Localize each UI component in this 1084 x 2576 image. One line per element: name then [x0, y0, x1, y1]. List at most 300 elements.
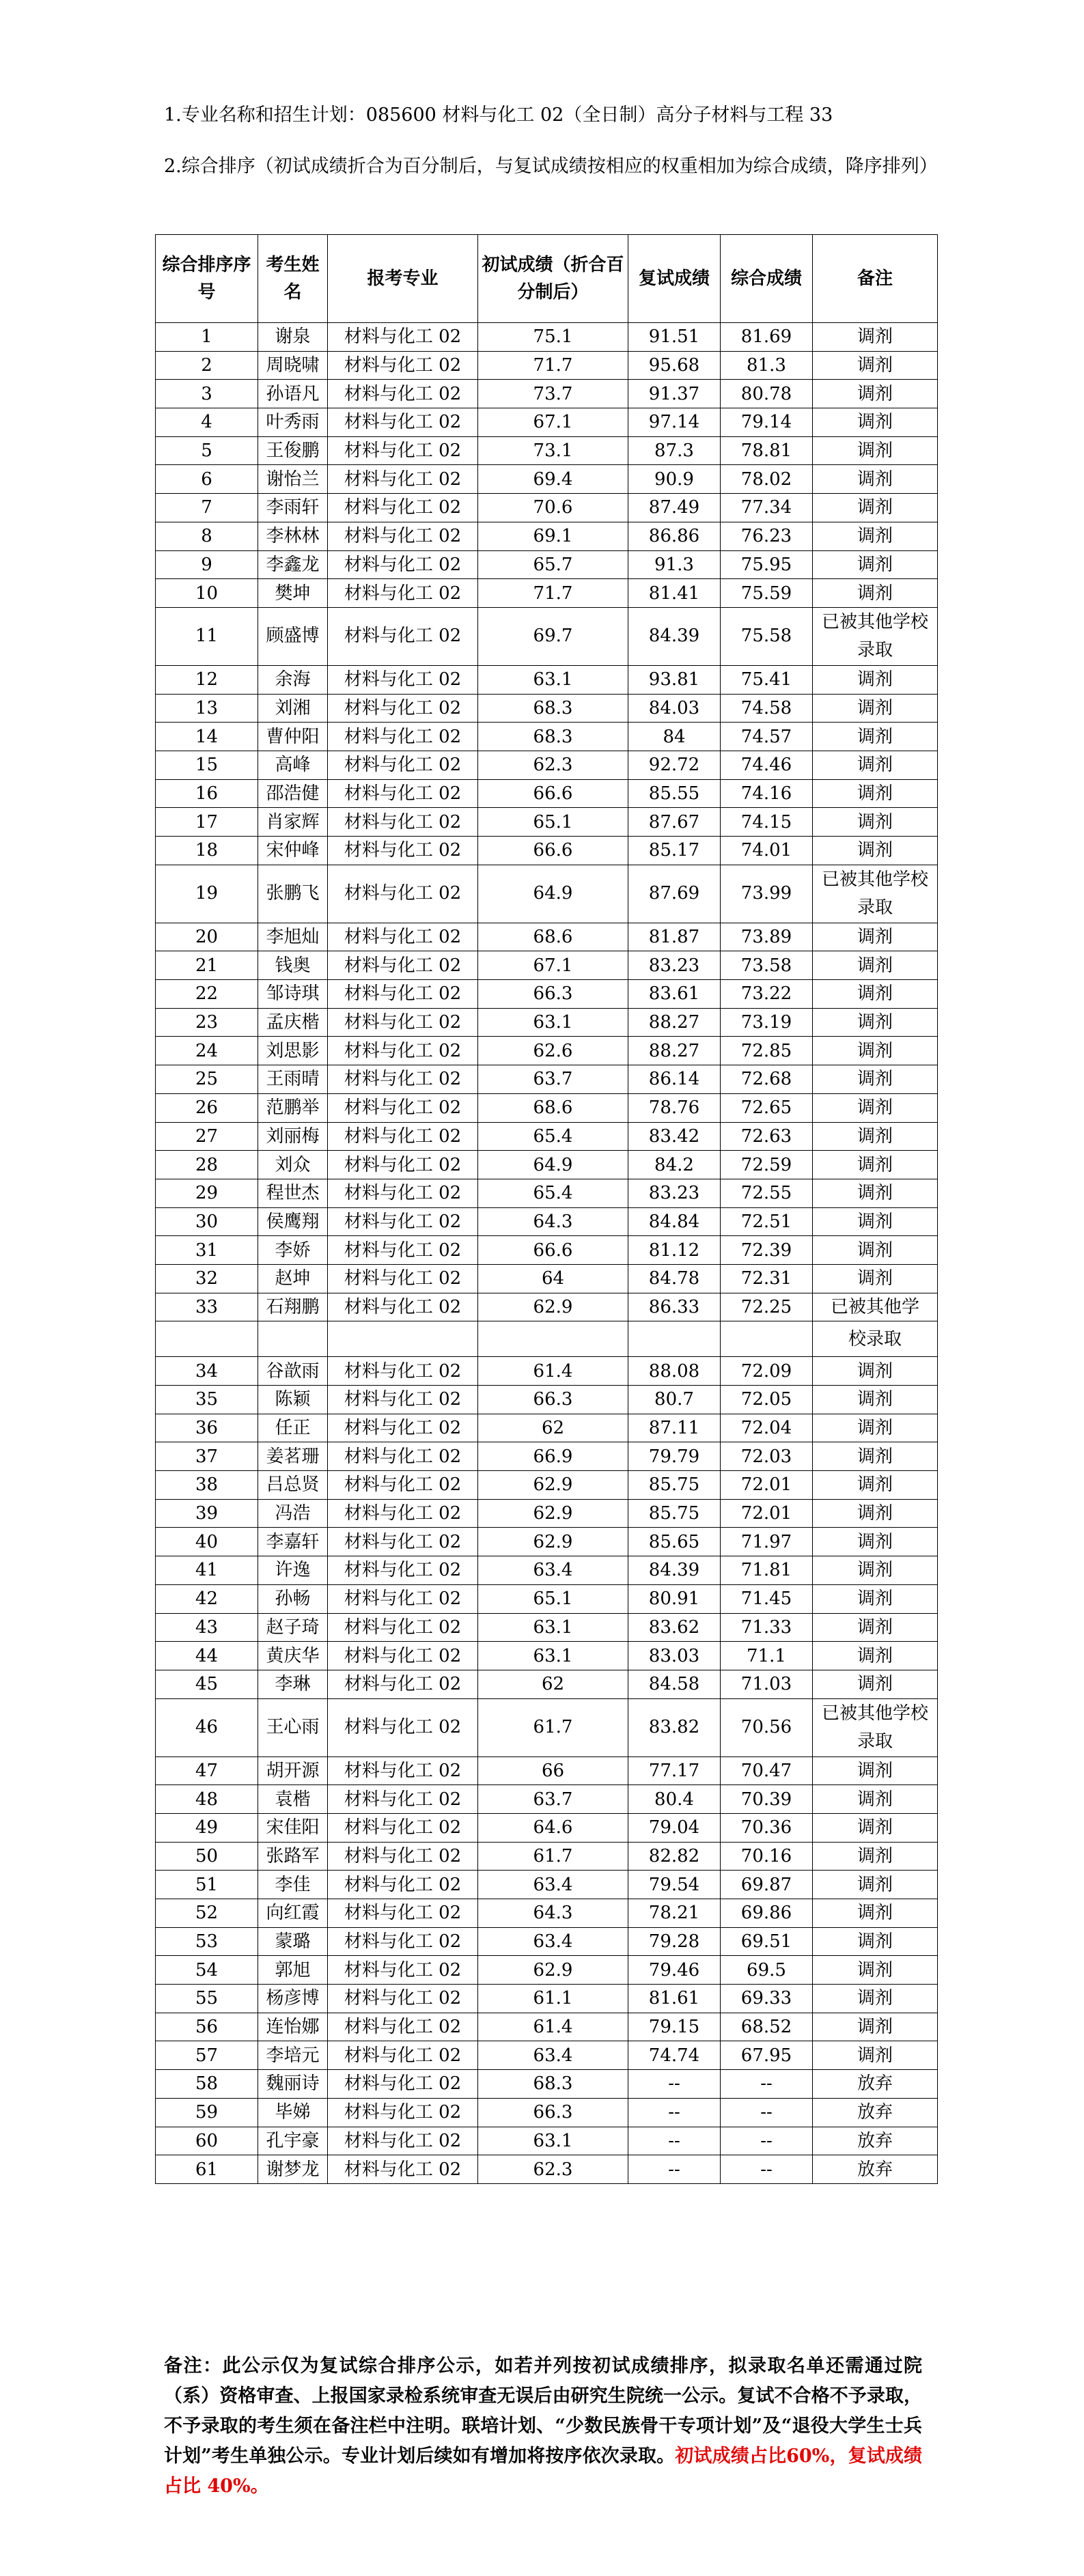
cell-retest-score: 80.91: [628, 1584, 721, 1613]
cell-remark: 调剂: [813, 1871, 938, 1899]
cell-total-score: 72.05: [721, 1386, 813, 1414]
cell-retest-score: 78.76: [628, 1093, 721, 1122]
cell-retest-score: 84.39: [628, 1556, 721, 1585]
cell-name: 刘湘: [258, 694, 328, 723]
table-row: [156, 1293, 938, 1321]
cell-major: 材料与化工 02: [328, 351, 478, 380]
cell-total-score: 72.39: [721, 1236, 813, 1265]
cell-total-score: 72.63: [721, 1122, 813, 1151]
cell-name: 孔宇豪: [258, 2127, 328, 2155]
cell-initial-score: 65.4: [478, 1179, 628, 1207]
cell-initial-score: 63.1: [478, 1613, 628, 1642]
cell-name: 邹诗琪: [258, 980, 328, 1009]
cell-remark: 放弃: [813, 2127, 938, 2155]
cell-major: 材料与化工 02: [328, 2070, 478, 2099]
table-row: [156, 923, 938, 951]
cell-remark: 调剂: [813, 751, 938, 779]
cell-major: 材料与化工 02: [328, 1756, 478, 1785]
cell-initial-score: 64: [478, 1264, 628, 1293]
cell-rank: 56: [156, 2013, 258, 2041]
table-row: [156, 1499, 938, 1528]
table-row: [156, 665, 938, 694]
table-row: [156, 1642, 938, 1670]
cell-rank: 28: [156, 1151, 258, 1179]
cell-major: 材料与化工 02: [328, 1264, 478, 1293]
cell-total-score: 72.09: [721, 1357, 813, 1386]
cell-remark: 调剂: [813, 1008, 938, 1037]
cell-rank: 16: [156, 779, 258, 808]
cell-retest-score: 86.86: [628, 522, 721, 550]
cell-initial-score: 63.1: [478, 665, 628, 694]
table-row: [156, 494, 938, 522]
cell-remark: 调剂: [813, 723, 938, 751]
cell-initial-score: 63.7: [478, 1065, 628, 1094]
cell-name: 宋佳阳: [258, 1813, 328, 1842]
cell-total-score: 75.58: [721, 607, 813, 665]
cell-total-score: 72.55: [721, 1179, 813, 1207]
cell-initial-score: 63.1: [478, 1642, 628, 1670]
cell-retest-score: 93.81: [628, 665, 721, 694]
cell-total-score: 73.22: [721, 980, 813, 1009]
cell-total-score: 69.86: [721, 1899, 813, 1928]
table-row: [156, 1207, 938, 1236]
cell-initial-score: 62.6: [478, 1037, 628, 1065]
cell-rank: 53: [156, 1927, 258, 1956]
cell-retest-score: 79.28: [628, 1927, 721, 1956]
cell-rank: 2: [156, 351, 258, 380]
cell-major: 材料与化工 02: [328, 1499, 478, 1528]
cell-name: 曹仲阳: [258, 723, 328, 751]
cell-initial-score: 64.3: [478, 1899, 628, 1928]
cell-initial-score: 63.4: [478, 1927, 628, 1956]
footnote-highlight: 初试成绩占比60%，复试成绩占比 40%。: [164, 2446, 923, 2497]
cell-major: 材料与化工 02: [328, 1927, 478, 1956]
cell-total-score: 74.01: [721, 837, 813, 865]
cell-remark: 调剂: [813, 2041, 938, 2070]
cell-retest-score: 87.49: [628, 494, 721, 522]
cell-major: 材料与化工 02: [328, 751, 478, 779]
cell-total-score: 72.51: [721, 1207, 813, 1236]
header-initial-score: 初试成绩（折合百分制后）: [478, 235, 628, 323]
table-row: [156, 1556, 938, 1585]
cell-name: 向红霞: [258, 1899, 328, 1928]
table-row: [156, 1471, 938, 1500]
cell-major: 材料与化工 02: [328, 2155, 478, 2184]
cell-retest-score: 80.4: [628, 1785, 721, 1814]
cell-rank: 9: [156, 550, 258, 579]
cell-major: 材料与化工 02: [328, 865, 478, 923]
table-row: [156, 465, 938, 494]
cell-total-score: 72.31: [721, 1264, 813, 1293]
cell-name: 胡开源: [258, 1756, 328, 1785]
cell-initial-score: 65.1: [478, 1584, 628, 1613]
cell-rank: 38: [156, 1471, 258, 1500]
table-row: [156, 1785, 938, 1814]
cell-rank: 30: [156, 1207, 258, 1236]
cell-initial-score: 62.9: [478, 1471, 628, 1500]
cell-name: 谢泉: [258, 323, 328, 352]
cell-major: 材料与化工 02: [328, 923, 478, 951]
table-row: [156, 1321, 938, 1357]
cell-retest-score: 87.67: [628, 808, 721, 837]
cell-total-score: 81.69: [721, 323, 813, 352]
cell-name: 李琳: [258, 1670, 328, 1698]
cell-retest-score: 79.46: [628, 1956, 721, 1985]
cell-rank: 48: [156, 1785, 258, 1814]
cell-remark: 调剂: [813, 1813, 938, 1842]
cell-initial-score: 65.7: [478, 550, 628, 579]
cell-total-score: 72.85: [721, 1037, 813, 1065]
cell-retest-score: 83.23: [628, 951, 721, 980]
cell-retest-score: 91.51: [628, 323, 721, 352]
cell-initial-score: 63.4: [478, 1871, 628, 1899]
cell-remark: 调剂: [813, 1151, 938, 1179]
cell-rank: 13: [156, 694, 258, 723]
cell-remark: 调剂: [813, 1785, 938, 1814]
cell-initial-score: 66.6: [478, 1236, 628, 1265]
header-remark: 备注: [813, 235, 938, 323]
cell-rank: 47: [156, 1756, 258, 1785]
cell-remark: 调剂: [813, 1264, 938, 1293]
cell-rank: 10: [156, 579, 258, 608]
table-row: [156, 2127, 938, 2155]
cell-total-score: 72.01: [721, 1499, 813, 1528]
cell-major: 材料与化工 02: [328, 522, 478, 550]
cell-major: 材料与化工 02: [328, 1151, 478, 1179]
cell-total-score: 71.1: [721, 1642, 813, 1670]
cell-initial-score: 66.3: [478, 2098, 628, 2127]
cell-rank: 12: [156, 665, 258, 694]
cell-rank: 41: [156, 1556, 258, 1585]
cell-rank: 5: [156, 436, 258, 465]
cell-name: 李林林: [258, 522, 328, 550]
cell-remark: 调剂: [813, 808, 938, 837]
cell-total-score: 71.33: [721, 1613, 813, 1642]
cell-retest-score: 77.17: [628, 1756, 721, 1785]
cell-remark: 调剂: [813, 1122, 938, 1151]
cell-total-score: 70.39: [721, 1785, 813, 1814]
cell-rank: 39: [156, 1499, 258, 1528]
cell-rank: 34: [156, 1357, 258, 1386]
cell-remark: 调剂: [813, 380, 938, 408]
table-row: [156, 408, 938, 437]
table-row: [156, 951, 938, 980]
cell-initial-score: 66.3: [478, 1386, 628, 1414]
cell-initial-score: 70.6: [478, 494, 628, 522]
cell-name: 王心雨: [258, 1698, 328, 1756]
table-row: [156, 607, 938, 665]
cell-retest-score: 87.3: [628, 436, 721, 465]
cell-total-score: 70.47: [721, 1756, 813, 1785]
cell-name: 杨彦博: [258, 1985, 328, 2013]
cell-total-score: 72.65: [721, 1093, 813, 1122]
cell-retest-score: 80.7: [628, 1386, 721, 1414]
cell-major: 材料与化工 02: [328, 1207, 478, 1236]
cell-initial-score: 66: [478, 1756, 628, 1785]
cell-name: 谢梦龙: [258, 2155, 328, 2184]
cell-major: 材料与化工 02: [328, 1956, 478, 1985]
table-row: [156, 1528, 938, 1556]
cell-retest-score: 88.08: [628, 1357, 721, 1386]
cell-name: 程世杰: [258, 1179, 328, 1207]
cell-remark: 调剂: [813, 837, 938, 865]
cell-rank: 26: [156, 1093, 258, 1122]
cell-retest-score: [628, 1321, 721, 1357]
cell-remark: 调剂: [813, 1899, 938, 1928]
cell-total-score: 72.59: [721, 1151, 813, 1179]
cell-total-score: 69.87: [721, 1871, 813, 1899]
cell-rank: 23: [156, 1008, 258, 1037]
table-row: [156, 1670, 938, 1698]
cell-retest-score: 79.54: [628, 1871, 721, 1899]
cell-major: 材料与化工 02: [328, 1293, 478, 1321]
cell-initial-score: 63.4: [478, 1556, 628, 1585]
table-row: [156, 1065, 938, 1094]
cell-total-score: 78.81: [721, 436, 813, 465]
cell-remark: 调剂: [813, 1471, 938, 1500]
cell-rank: 46: [156, 1698, 258, 1756]
cell-total-score: 76.23: [721, 522, 813, 550]
cell-initial-score: 69.7: [478, 607, 628, 665]
cell-major: 材料与化工 02: [328, 1871, 478, 1899]
cell-name: 钱奥: [258, 951, 328, 980]
cell-name: 冯浩: [258, 1499, 328, 1528]
cell-name: 王俊鹏: [258, 436, 328, 465]
cell-total-score: 73.58: [721, 951, 813, 980]
cell-name: 许逸: [258, 1556, 328, 1585]
cell-major: 材料与化工 02: [328, 1556, 478, 1585]
cell-remark: 放弃: [813, 2070, 938, 2099]
cell-retest-score: 81.12: [628, 1236, 721, 1265]
cell-retest-score: 81.41: [628, 579, 721, 608]
table-row: [156, 1613, 938, 1642]
cell-retest-score: 84.03: [628, 694, 721, 723]
cell-total-score: 67.95: [721, 2041, 813, 2070]
cell-retest-score: 74.74: [628, 2041, 721, 2070]
cell-name: 郭旭: [258, 1956, 328, 1985]
table-row: [156, 1264, 938, 1293]
cell-initial-score: 63.1: [478, 2127, 628, 2155]
cell-major: 材料与化工 02: [328, 1528, 478, 1556]
cell-rank: 33: [156, 1293, 258, 1321]
cell-major: 材料与化工 02: [328, 408, 478, 437]
cell-name: 黄庆华: [258, 1642, 328, 1670]
cell-remark: 调剂: [813, 408, 938, 437]
cell-remark: 调剂: [813, 1985, 938, 2013]
cell-total-score: 69.33: [721, 1985, 813, 2013]
cell-rank: 27: [156, 1122, 258, 1151]
cell-name: 陈颖: [258, 1386, 328, 1414]
cell-remark: 调剂: [813, 323, 938, 352]
cell-remark: 已被其他学校录取: [813, 865, 938, 923]
cell-total-score: --: [721, 2070, 813, 2099]
cell-retest-score: 95.68: [628, 351, 721, 380]
cell-major: 材料与化工 02: [328, 665, 478, 694]
cell-remark: 调剂: [813, 923, 938, 951]
table-row: [156, 380, 938, 408]
cell-name: 吕总贤: [258, 1471, 328, 1500]
ranking-table: [155, 234, 938, 2184]
table-row: [156, 1037, 938, 1065]
cell-rank: 6: [156, 465, 258, 494]
cell-rank: 32: [156, 1264, 258, 1293]
cell-total-score: --: [721, 2127, 813, 2155]
table-row: [156, 1236, 938, 1265]
cell-initial-score: 62.3: [478, 2155, 628, 2184]
cell-remark: 调剂: [813, 1613, 938, 1642]
cell-total-score: 78.02: [721, 465, 813, 494]
cell-retest-score: 92.72: [628, 751, 721, 779]
table-row: [156, 723, 938, 751]
cell-rank: 58: [156, 2070, 258, 2099]
table-row: [156, 2041, 938, 2070]
cell-retest-score: --: [628, 2127, 721, 2155]
cell-retest-score: 83.82: [628, 1698, 721, 1756]
cell-initial-score: 61.4: [478, 2013, 628, 2041]
cell-initial-score: 61.7: [478, 1842, 628, 1871]
cell-total-score: 70.36: [721, 1813, 813, 1842]
cell-remark: 已被其他学校录取: [813, 607, 938, 665]
cell-rank: 24: [156, 1037, 258, 1065]
cell-rank: 22: [156, 980, 258, 1009]
table-row: [156, 1357, 938, 1386]
cell-retest-score: 85.75: [628, 1471, 721, 1500]
cell-rank: 44: [156, 1642, 258, 1670]
cell-initial-score: 68.3: [478, 723, 628, 751]
cell-name: 宋仲峰: [258, 837, 328, 865]
cell-total-score: --: [721, 2098, 813, 2127]
cell-major: 材料与化工 02: [328, 2127, 478, 2155]
cell-retest-score: 84.39: [628, 607, 721, 665]
cell-name: 魏丽诗: [258, 2070, 328, 2099]
cell-retest-score: 78.21: [628, 1899, 721, 1928]
cell-retest-score: 82.82: [628, 1842, 721, 1871]
cell-name: 王雨晴: [258, 1065, 328, 1094]
cell-initial-score: 66.9: [478, 1442, 628, 1471]
cell-initial-score: 75.1: [478, 323, 628, 352]
footnote-text: 备注：此公示仅为复试综合排序公示，如若并列按初试成绩排序，拟录取名单还需通过院（系）资格审查、上报国家录检系统审查无误后由研究生院统一公示。复试不合格不予录取，不予录取的考生须在备注栏中注明。联培计划、“少数民族骨干专项计划”及“退役大学生士兵计划”考生单独公示。专业计划后续如有增加将按序依次录取。: [164, 2355, 922, 2467]
cell-remark: 调剂: [813, 1528, 938, 1556]
cell-rank: 50: [156, 1842, 258, 1871]
cell-initial-score: 61.1: [478, 1985, 628, 2013]
cell-remark: 调剂: [813, 1670, 938, 1698]
cell-rank: 11: [156, 607, 258, 665]
cell-total-score: [721, 1321, 813, 1357]
cell-rank: 52: [156, 1899, 258, 1928]
cell-total-score: 75.95: [721, 550, 813, 579]
cell-total-score: 68.52: [721, 2013, 813, 2041]
table-row: [156, 779, 938, 808]
cell-major: 材料与化工 02: [328, 1236, 478, 1265]
cell-name: 李嘉轩: [258, 1528, 328, 1556]
cell-remark: 放弃: [813, 2155, 938, 2184]
cell-name: 毕娣: [258, 2098, 328, 2127]
footnote: [164, 2351, 922, 2502]
cell-initial-score: 68.6: [478, 923, 628, 951]
cell-major: 材料与化工 02: [328, 2041, 478, 2070]
cell-initial-score: 64.6: [478, 1813, 628, 1842]
cell-remark: 调剂: [813, 2013, 938, 2041]
cell-name: [258, 1321, 328, 1357]
cell-retest-score: 84.2: [628, 1151, 721, 1179]
cell-name: 赵坤: [258, 1264, 328, 1293]
cell-rank: 40: [156, 1528, 258, 1556]
table-row: [156, 1008, 938, 1037]
cell-major: 材料与化工 02: [328, 1065, 478, 1094]
cell-retest-score: 79.04: [628, 1813, 721, 1842]
cell-name: 孟庆楷: [258, 1008, 328, 1037]
cell-major: 材料与化工 02: [328, 837, 478, 865]
cell-major: 材料与化工 02: [328, 1122, 478, 1151]
cell-rank: 3: [156, 380, 258, 408]
cell-major: 材料与化工 02: [328, 380, 478, 408]
cell-initial-score: 69.4: [478, 465, 628, 494]
cell-retest-score: 83.42: [628, 1122, 721, 1151]
cell-rank: 15: [156, 751, 258, 779]
cell-major: 材料与化工 02: [328, 1037, 478, 1065]
cell-major: 材料与化工 02: [328, 951, 478, 980]
table-row: [156, 980, 938, 1009]
cell-initial-score: 68.3: [478, 2070, 628, 2099]
table-row: [156, 323, 938, 352]
table-row: [156, 837, 938, 865]
table-row: [156, 865, 938, 923]
cell-rank: 18: [156, 837, 258, 865]
cell-major: 材料与化工 02: [328, 323, 478, 352]
cell-total-score: 69.5: [721, 1956, 813, 1985]
cell-retest-score: 86.14: [628, 1065, 721, 1094]
cell-major: [328, 1321, 478, 1357]
header-retest-score: 复试成绩: [628, 235, 721, 323]
cell-major: 材料与化工 02: [328, 494, 478, 522]
cell-retest-score: 83.03: [628, 1642, 721, 1670]
cell-major: 材料与化工 02: [328, 980, 478, 1009]
cell-rank: 7: [156, 494, 258, 522]
cell-retest-score: 87.69: [628, 865, 721, 923]
cell-major: 材料与化工 02: [328, 1985, 478, 2013]
cell-retest-score: 85.55: [628, 779, 721, 808]
cell-initial-score: 64.9: [478, 865, 628, 923]
table-row: [156, 1093, 938, 1122]
cell-major: 材料与化工 02: [328, 1179, 478, 1207]
cell-name: 袁楷: [258, 1785, 328, 1814]
cell-initial-score: 63.1: [478, 1008, 628, 1037]
cell-retest-score: --: [628, 2098, 721, 2127]
cell-initial-score: 63.7: [478, 1785, 628, 1814]
cell-retest-score: 87.11: [628, 1414, 721, 1442]
table-row: [156, 2070, 938, 2099]
cell-retest-score: 83.62: [628, 1613, 721, 1642]
cell-rank: 36: [156, 1414, 258, 1442]
cell-remark: 调剂: [813, 665, 938, 694]
table-row: [156, 1756, 938, 1785]
cell-remark: 调剂: [813, 1927, 938, 1956]
cell-total-score: 72.03: [721, 1442, 813, 1471]
cell-total-score: 71.97: [721, 1528, 813, 1556]
table-row: [156, 751, 938, 779]
table-header-row: [156, 235, 938, 323]
cell-remark: 调剂: [813, 1179, 938, 1207]
cell-name: 张路军: [258, 1842, 328, 1871]
cell-remark: 调剂: [813, 1037, 938, 1065]
cell-major: 材料与化工 02: [328, 2013, 478, 2041]
cell-rank: 19: [156, 865, 258, 923]
cell-initial-score: 71.7: [478, 351, 628, 380]
cell-name: 蒙璐: [258, 1927, 328, 1956]
cell-name: 连怡娜: [258, 2013, 328, 2041]
cell-total-score: 74.57: [721, 723, 813, 751]
cell-name: 李培元: [258, 2041, 328, 2070]
